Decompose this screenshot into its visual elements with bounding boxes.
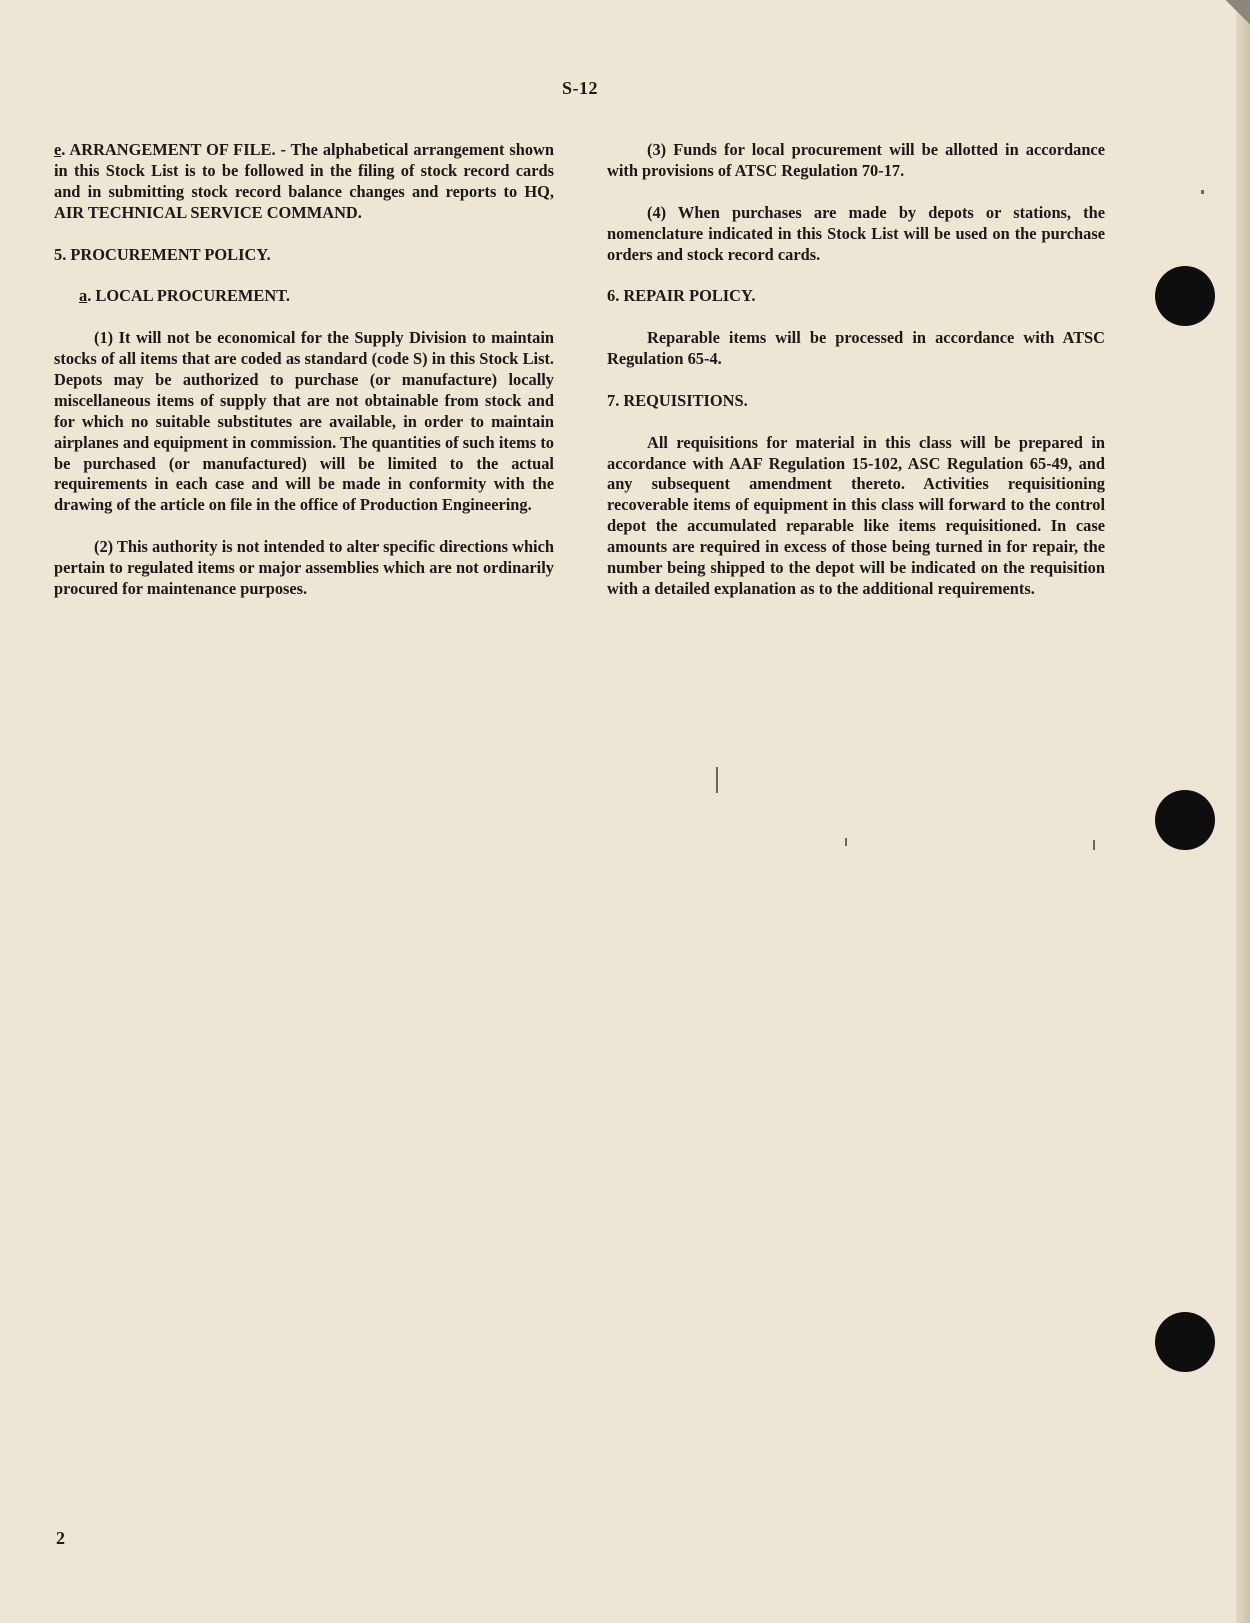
subsection-a-heading: [54, 286, 554, 307]
scan-mark: [1201, 190, 1204, 194]
page-corner: [1210, 0, 1250, 40]
paragraph-1: (1) It will not be economical for the Supply Division to maintain stocks of all items that are coded as standard (code S) in this Stock List. Depots may be authorized to purchase (or manufacture) locally miscellaneous items of supply that are not obtainable from stock and for which no suitable substitutes are available, in order to maintain airplanes and equipment in commission. The quantities of such items to be purchased (or manufactured) will be limited to the actual requirements in each case and will be made in conformity with the drawing of the article on file in the office of Production Engineering.: [54, 328, 554, 515]
page-edge: [1236, 0, 1250, 1623]
scan-mark: [716, 767, 718, 793]
left-column: [54, 140, 554, 621]
page-label: S-12: [561, 78, 598, 98]
section-7-heading: 7. REQUISITIONS.: [607, 390, 748, 410]
subsection-a-text: . LOCAL PROCUREMENT.: [87, 286, 290, 306]
subsection-a-marker: a: [79, 286, 88, 306]
binder-hole-middle: [1155, 790, 1215, 850]
section-7-text: All requisitions for material in this class will be prepared in accordance with AAF Regulation 15-102, ASC Regulation 65-49, and any subsequent amendment thereto. Activities requisitioning recoverable items of equipment in this class will forward to the control depot the accumulated reparable like items requisitioned. In case amounts are required in excess of those being turned in for repair, the number being shipped to the depot will be indicated on the requisition with a detailed explanation as to the additional requirements.: [607, 432, 1105, 598]
scan-mark: [845, 838, 847, 846]
paragraph-2: (2) This authority is not intended to alter specific directions which pertain to regulated items or major assemblies which are not ordinarily procured for maintenance purposes.: [54, 537, 554, 598]
binder-hole-bottom: [1155, 1312, 1215, 1372]
right-column: [607, 140, 1105, 621]
scan-mark: [1093, 840, 1095, 850]
section-6-heading: 6. REPAIR POLICY.: [607, 286, 756, 306]
paragraph-e-text: . ARRANGEMENT OF FILE. - The alphabetical arrangement shown in this Stock List is to be followed in the filing of stock record cards and in submitting stock record balance changes and reports to HQ, AIR TECHNICAL SERVICE COMMAND.: [54, 140, 554, 222]
section-5-heading: 5. PROCUREMENT POLICY.: [54, 244, 271, 264]
page-number: 2: [56, 1528, 65, 1548]
paragraph-3: (3) Funds for local procurement will be allotted in accordance with provisions of ATSC Regulation 70-17.: [607, 140, 1105, 180]
paragraph-4: (4) When purchases are made by depots or stations, the nomenclature indicated in this Stock List will be used on the purchase orders and stock record cards.: [607, 202, 1105, 264]
paragraph-e: [54, 140, 554, 224]
paragraph-e-marker: e: [54, 140, 62, 159]
binder-hole-top: [1155, 266, 1215, 326]
section-6-text: Reparable items will be processed in accordance with ATSC Regulation 65-4.: [607, 328, 1105, 369]
